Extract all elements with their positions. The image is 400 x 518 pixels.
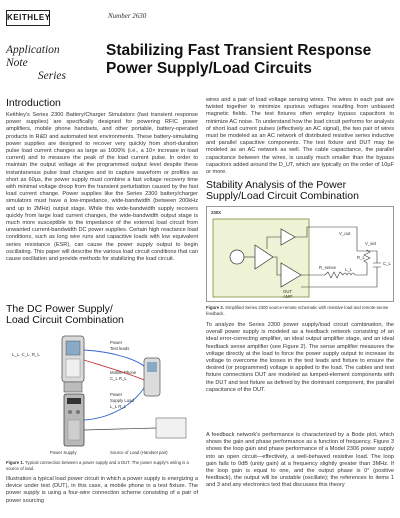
- application-note-series: [6, 44, 72, 83]
- figure-2-drawing: [207, 207, 393, 301]
- fig2-label-rl: R_L: [357, 255, 365, 260]
- fig2-label-amp: AMP: [283, 294, 293, 299]
- knob-icon: [76, 410, 80, 414]
- figure-2: [206, 206, 394, 302]
- intro-text: Keithley's Series 2300 Battery/Charger Simulators (fast transient response power supplies) are specifically designed for powering RFIC power amplifiers, mobile phone handsets, and other portable, battery-operated products in R&D and automated test environments. These battery-simulating power supplies are designed to recover very quickly from short-duration pulse load current changes as large as 1000% (i.e., a 10× increase in load current) and to measure the peak of the load current pulse. In order to maintain the output voltage at the programmed output level despite these instantaneous pulse load changes and to capture waveform or profiles as short as 60µs, the power supply must combine a fast voltage recovery time with minimal voltage droop from the transient perturbation caused by the fast load current change. Power supplies like the Series 2300 battery/charger simulators must have a low-impedance, wide-bandwidth (between 200kHz and up to 2MHz) output stage. While this wide-bandwidth supply recovers quickly from large load current changes, the wide-bandwidth output stage is much more susceptible to the impedance of the external load circuit from unwanted current-bandwidth DC power supplies. Certain high reactance load conditions, such as long wire runs and capacitive loads with low equivalent series resistance (ESR), can cause the power supply output to begin oscillating. This paper will describe the various load circuit conditions that can cause oscillation and provide methods for stabilizing the load circuit.: [6, 112, 198, 263]
- fig1-label-right: Source of Load (Handset pair): [110, 450, 168, 455]
- series-line-2: Series: [37, 70, 66, 82]
- figure-1-caption-text: Typical connection between a power supply and a DUT. The power supply's wiring is a source of load.: [6, 460, 189, 471]
- stability-heading: [206, 180, 359, 202]
- stability-heading-line-1: Stability Analysis of the Power: [206, 179, 347, 191]
- power-supply-panel: [68, 420, 80, 440]
- dc-section-text: Illustration a typical load power circuit in which a power supply is energizing a device under test (DUT), in this case, a mobile phone in a test fixture. The power supply is using a four-wire connection scheme consisting of a pair of power sourcing: [6, 476, 198, 504]
- series-line-1: Application Note: [6, 44, 60, 69]
- load-box: [156, 418, 186, 438]
- rsense-resistor: [325, 272, 343, 278]
- page-title: [106, 42, 396, 77]
- inductor-ll: [343, 273, 359, 275]
- wire-load: [84, 428, 156, 430]
- dc-heading-line-1: The DC Power Supply/: [6, 303, 113, 315]
- knob-icon: [68, 410, 72, 414]
- fig2-label-out: OUT: [283, 289, 293, 294]
- wire-sense: [84, 350, 144, 366]
- capacitor-cl: [373, 251, 381, 287]
- stability-text-2: A feedback network's performance is characterized by a Bode plot, which shows the gain and phase performance as a function of frequency. Figure 3 shows the loop gain and phase performance of a Model 2306 power supply into an open circuit—effectively, a well-behaved resistive load. The loop gain falls to 0dB (unity gain) at a frequency slightly greater than 3MHz. If the loop gain is equal to one, and the output phase is 0° (positive feedback), the output will be unstable (oscillate); the references to items 1 and 3 and any electronics text that discusses this theory: [206, 432, 394, 489]
- dc-section-heading: [6, 304, 124, 326]
- stability-text-1: To analyze the Series 2300 power supply/load circuit combination, the overall power supply is modeled as a feedback network consisting of an ideal error-correcting amplifier, an ideal output amplifier stage, and an ideal feedback sense amplifier (see Figure 2). The sense amplifier measures the voltage directly at the load to force the power supply output to increase its voltage to overcome the losses in the test leads and fixture to ensure the desired (or programmed) voltage is applied to the load. The cables and test fixture connections DUT are modeled as lumped-element components with the DUT and test fixture as defined by the dominant component, the parallel capacitance of the DUT.: [206, 322, 394, 393]
- figure-2-caption-label: Figure 2.: [206, 305, 224, 310]
- figure-2-caption: [206, 305, 394, 316]
- col2-top-text: wires and a pair of load voltage sensing wires. The wires in each pair are twisted together to minimize spurious voltages resulting from unbiased magnetic fields. The test fixtures often employ bypass capacitors to minimize AC noise. To understand how the load circuit performs for analysis of short load current pulses (effectively an AC signal), the two pair of wires must be modeled as an AC network of distributed resistive series inductive and parallel capacitive components. The test fixture and DUT may be modeled as an AC network as well. The cable capacitance, the parallel capacitance between the wires, is usually much smaller than the bypass capacitors added around the D_UT, which are typically on the order of 10µF or more.: [206, 97, 394, 176]
- stability-heading-line-2: Supply/Load Circuit Combination: [206, 190, 359, 202]
- dc-heading-line-2: Load Circuit Combination: [6, 314, 124, 326]
- fig2-label-ll: L_L: [345, 267, 353, 272]
- fig2-label-vset: V_set: [365, 241, 376, 246]
- figure-1-drawing: [6, 330, 198, 458]
- title-line-1: Stabilizing Fast Transient Response: [106, 42, 372, 59]
- fig2-label-series: 230X: [211, 210, 222, 215]
- fig2-label-vout: V_out: [339, 231, 351, 236]
- fig1-label-mobile: Mobile Phone: [110, 370, 137, 375]
- intro-heading: Introduction: [6, 97, 61, 109]
- figure-1-caption-label: Figure 1.: [6, 460, 24, 465]
- title-line-2: Power Supply/Load Circuits: [106, 59, 312, 77]
- fig1-label-leads: L_L, C_L, R_L: [12, 352, 40, 357]
- figure-2-caption-text: Simplified Series 2300 source-remote schematic with resistive load and remote-sense feedback.: [206, 305, 389, 316]
- figure-1: [6, 330, 198, 458]
- fig1-label-mobile2: C_L R_L: [110, 376, 127, 381]
- fig1-label-load3: L_L R_L: [110, 404, 127, 409]
- handset-keypad: [66, 359, 80, 377]
- power-supply-display: [67, 398, 81, 404]
- handset-fixture: [64, 382, 82, 392]
- fig1-label-load2: Supply Load: [110, 398, 134, 403]
- handset-screen: [66, 341, 80, 355]
- keithley-logo: KEITHLEY: [6, 10, 50, 26]
- vset-source-icon: [230, 250, 244, 264]
- fig1-label-left: Power Supply: [50, 450, 77, 455]
- mobile-phone-screen: [147, 362, 157, 372]
- fig1-label-load: Power: [110, 392, 123, 397]
- fig1-label-power: Power: [110, 340, 123, 345]
- fig2-label-cl: C_L: [383, 261, 391, 266]
- figure-1-caption: [6, 460, 196, 471]
- fig1-label-power2: Test leads: [110, 346, 130, 351]
- resistor-rl: [359, 250, 370, 275]
- note-number: Number 2630: [108, 12, 147, 20]
- fig2-label-rsense: R_sense: [319, 265, 336, 270]
